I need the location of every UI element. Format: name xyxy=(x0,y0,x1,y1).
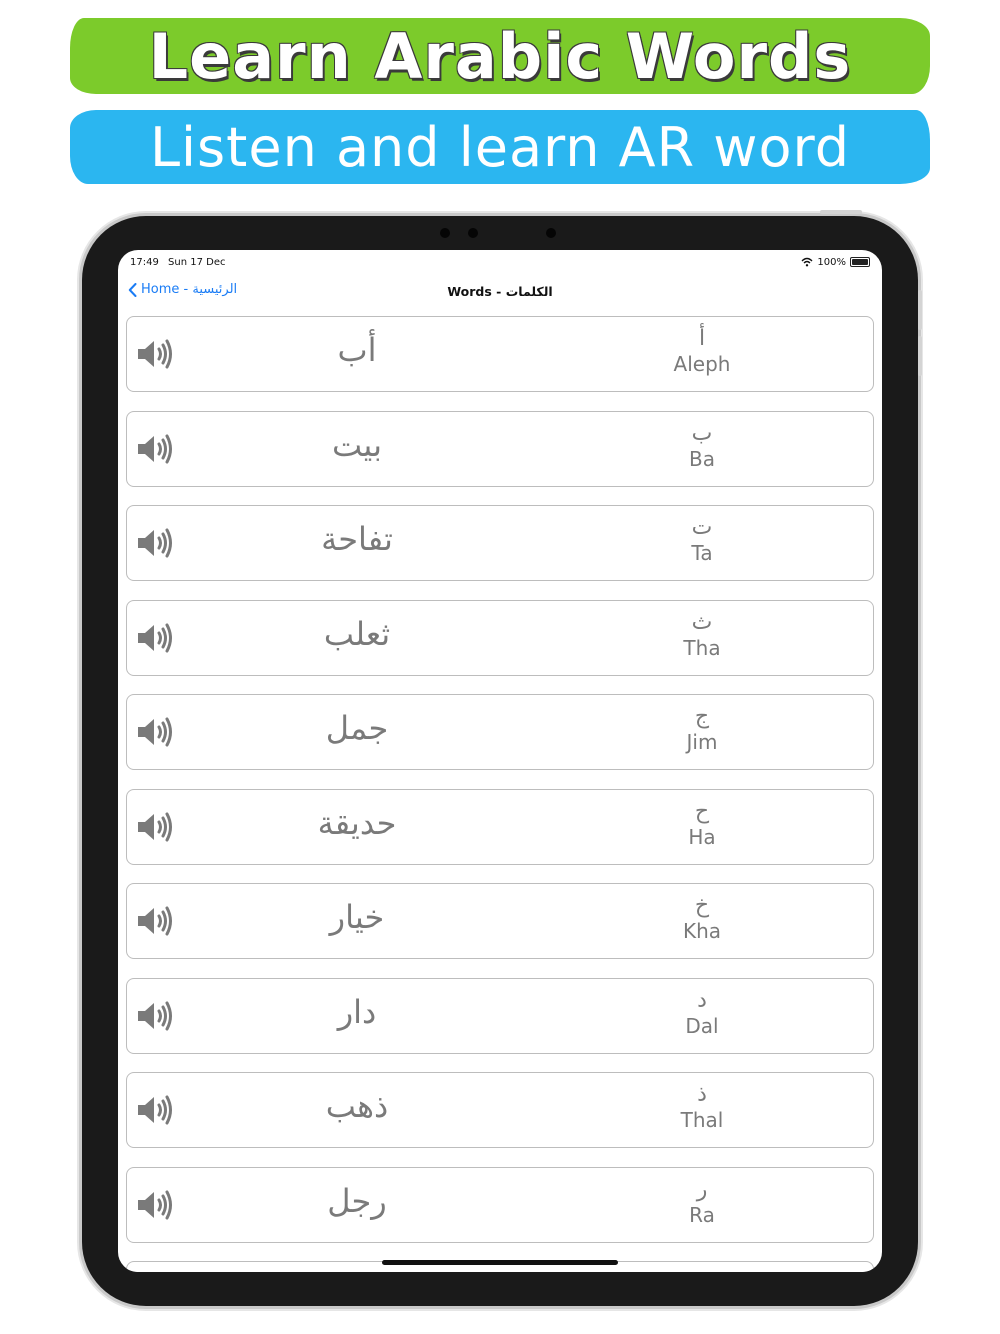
letter-label xyxy=(617,421,787,471)
camera-icon xyxy=(546,228,556,238)
letter-name: Dal xyxy=(685,1013,719,1038)
word-list xyxy=(126,316,874,1272)
word-card[interactable] xyxy=(126,789,874,865)
promo-title: Learn Arabic Words xyxy=(148,19,852,93)
arabic-letter: ث xyxy=(691,609,713,635)
speaker-icon[interactable] xyxy=(135,1000,175,1032)
word-card[interactable] xyxy=(126,316,874,392)
arabic-word: خيار xyxy=(329,898,385,936)
letter-label xyxy=(617,515,787,565)
letter-name: Thal xyxy=(680,1108,724,1132)
volume-down-button xyxy=(918,336,922,376)
word-card[interactable] xyxy=(126,883,874,959)
battery-icon xyxy=(850,257,870,267)
word-card[interactable] xyxy=(126,1167,874,1243)
arabic-word: أب xyxy=(337,331,377,369)
top-button xyxy=(820,210,862,214)
promo-subtitle: Listen and learn AR word xyxy=(149,115,851,179)
arabic-letter: ح xyxy=(694,798,710,824)
letter-name: Tha xyxy=(683,635,721,660)
arabic-letter: ذ xyxy=(697,1082,707,1107)
letter-name: Ha xyxy=(688,824,716,849)
speaker-icon[interactable] xyxy=(135,527,175,559)
status-bar xyxy=(130,254,870,270)
arabic-letter: ت xyxy=(691,515,713,540)
battery-percent: 100% xyxy=(817,256,846,268)
letter-label xyxy=(617,799,787,849)
letter-name: Jim xyxy=(686,730,718,754)
word-card[interactable] xyxy=(126,1072,874,1148)
word-card[interactable] xyxy=(126,694,874,770)
letter-label xyxy=(617,893,787,943)
letter-name: Aleph xyxy=(673,352,731,376)
arabic-word: بيت xyxy=(332,425,382,464)
tablet-frame xyxy=(82,216,918,1306)
page-title: Words - الكلمات xyxy=(447,284,553,299)
word-card[interactable] xyxy=(126,505,874,581)
arabic-word: رجل xyxy=(327,1181,387,1220)
word-card[interactable] xyxy=(126,600,874,676)
arabic-letter: ج xyxy=(694,704,710,729)
arabic-letter: ب xyxy=(691,420,713,446)
word-card[interactable] xyxy=(126,978,874,1054)
letter-label xyxy=(617,988,787,1038)
speaker-icon[interactable] xyxy=(135,716,175,748)
back-label: Home - الرئيسية xyxy=(141,282,238,297)
arabic-letter: ر xyxy=(696,1176,708,1202)
camera-icon xyxy=(468,228,478,238)
word-card[interactable] xyxy=(126,411,874,487)
letter-name: Kha xyxy=(682,919,722,943)
speaker-icon[interactable] xyxy=(135,622,175,654)
arabic-letter: أ xyxy=(698,326,706,351)
subtitle-banner xyxy=(70,110,930,184)
letter-label xyxy=(617,1082,787,1132)
letter-name: Ra xyxy=(689,1202,715,1227)
arabic-word: تفاحة xyxy=(321,520,393,558)
volume-up-button xyxy=(918,290,922,330)
speaker-icon[interactable] xyxy=(135,811,175,843)
camera-icon xyxy=(440,228,450,238)
letter-name: Ta xyxy=(691,541,713,565)
speaker-icon[interactable] xyxy=(135,1094,175,1126)
arabic-word: ذهب xyxy=(325,1087,389,1125)
arabic-word: دار xyxy=(337,992,377,1031)
arabic-word: حديقة xyxy=(317,803,397,842)
letter-label xyxy=(617,610,787,660)
arabic-letter: خ xyxy=(694,893,710,918)
title-banner xyxy=(70,18,930,94)
arabic-letter: د xyxy=(697,987,707,1013)
speaker-icon[interactable] xyxy=(135,905,175,937)
speaker-icon[interactable] xyxy=(135,338,175,370)
letter-label xyxy=(617,1177,787,1227)
letter-name: Ba xyxy=(689,446,715,471)
letter-label xyxy=(617,326,787,376)
status-date: Sun 17 Dec xyxy=(168,256,226,268)
arabic-word: جمل xyxy=(325,709,389,747)
speaker-icon[interactable] xyxy=(135,433,175,465)
status-time: 17:49 xyxy=(130,256,159,268)
navigation-bar xyxy=(118,276,882,306)
letter-label xyxy=(617,704,787,754)
speaker-icon[interactable] xyxy=(135,1189,175,1221)
arabic-word: ثعلب xyxy=(323,614,391,653)
home-indicator xyxy=(382,1260,618,1265)
wifi-icon xyxy=(801,257,813,267)
screen xyxy=(118,250,882,1272)
